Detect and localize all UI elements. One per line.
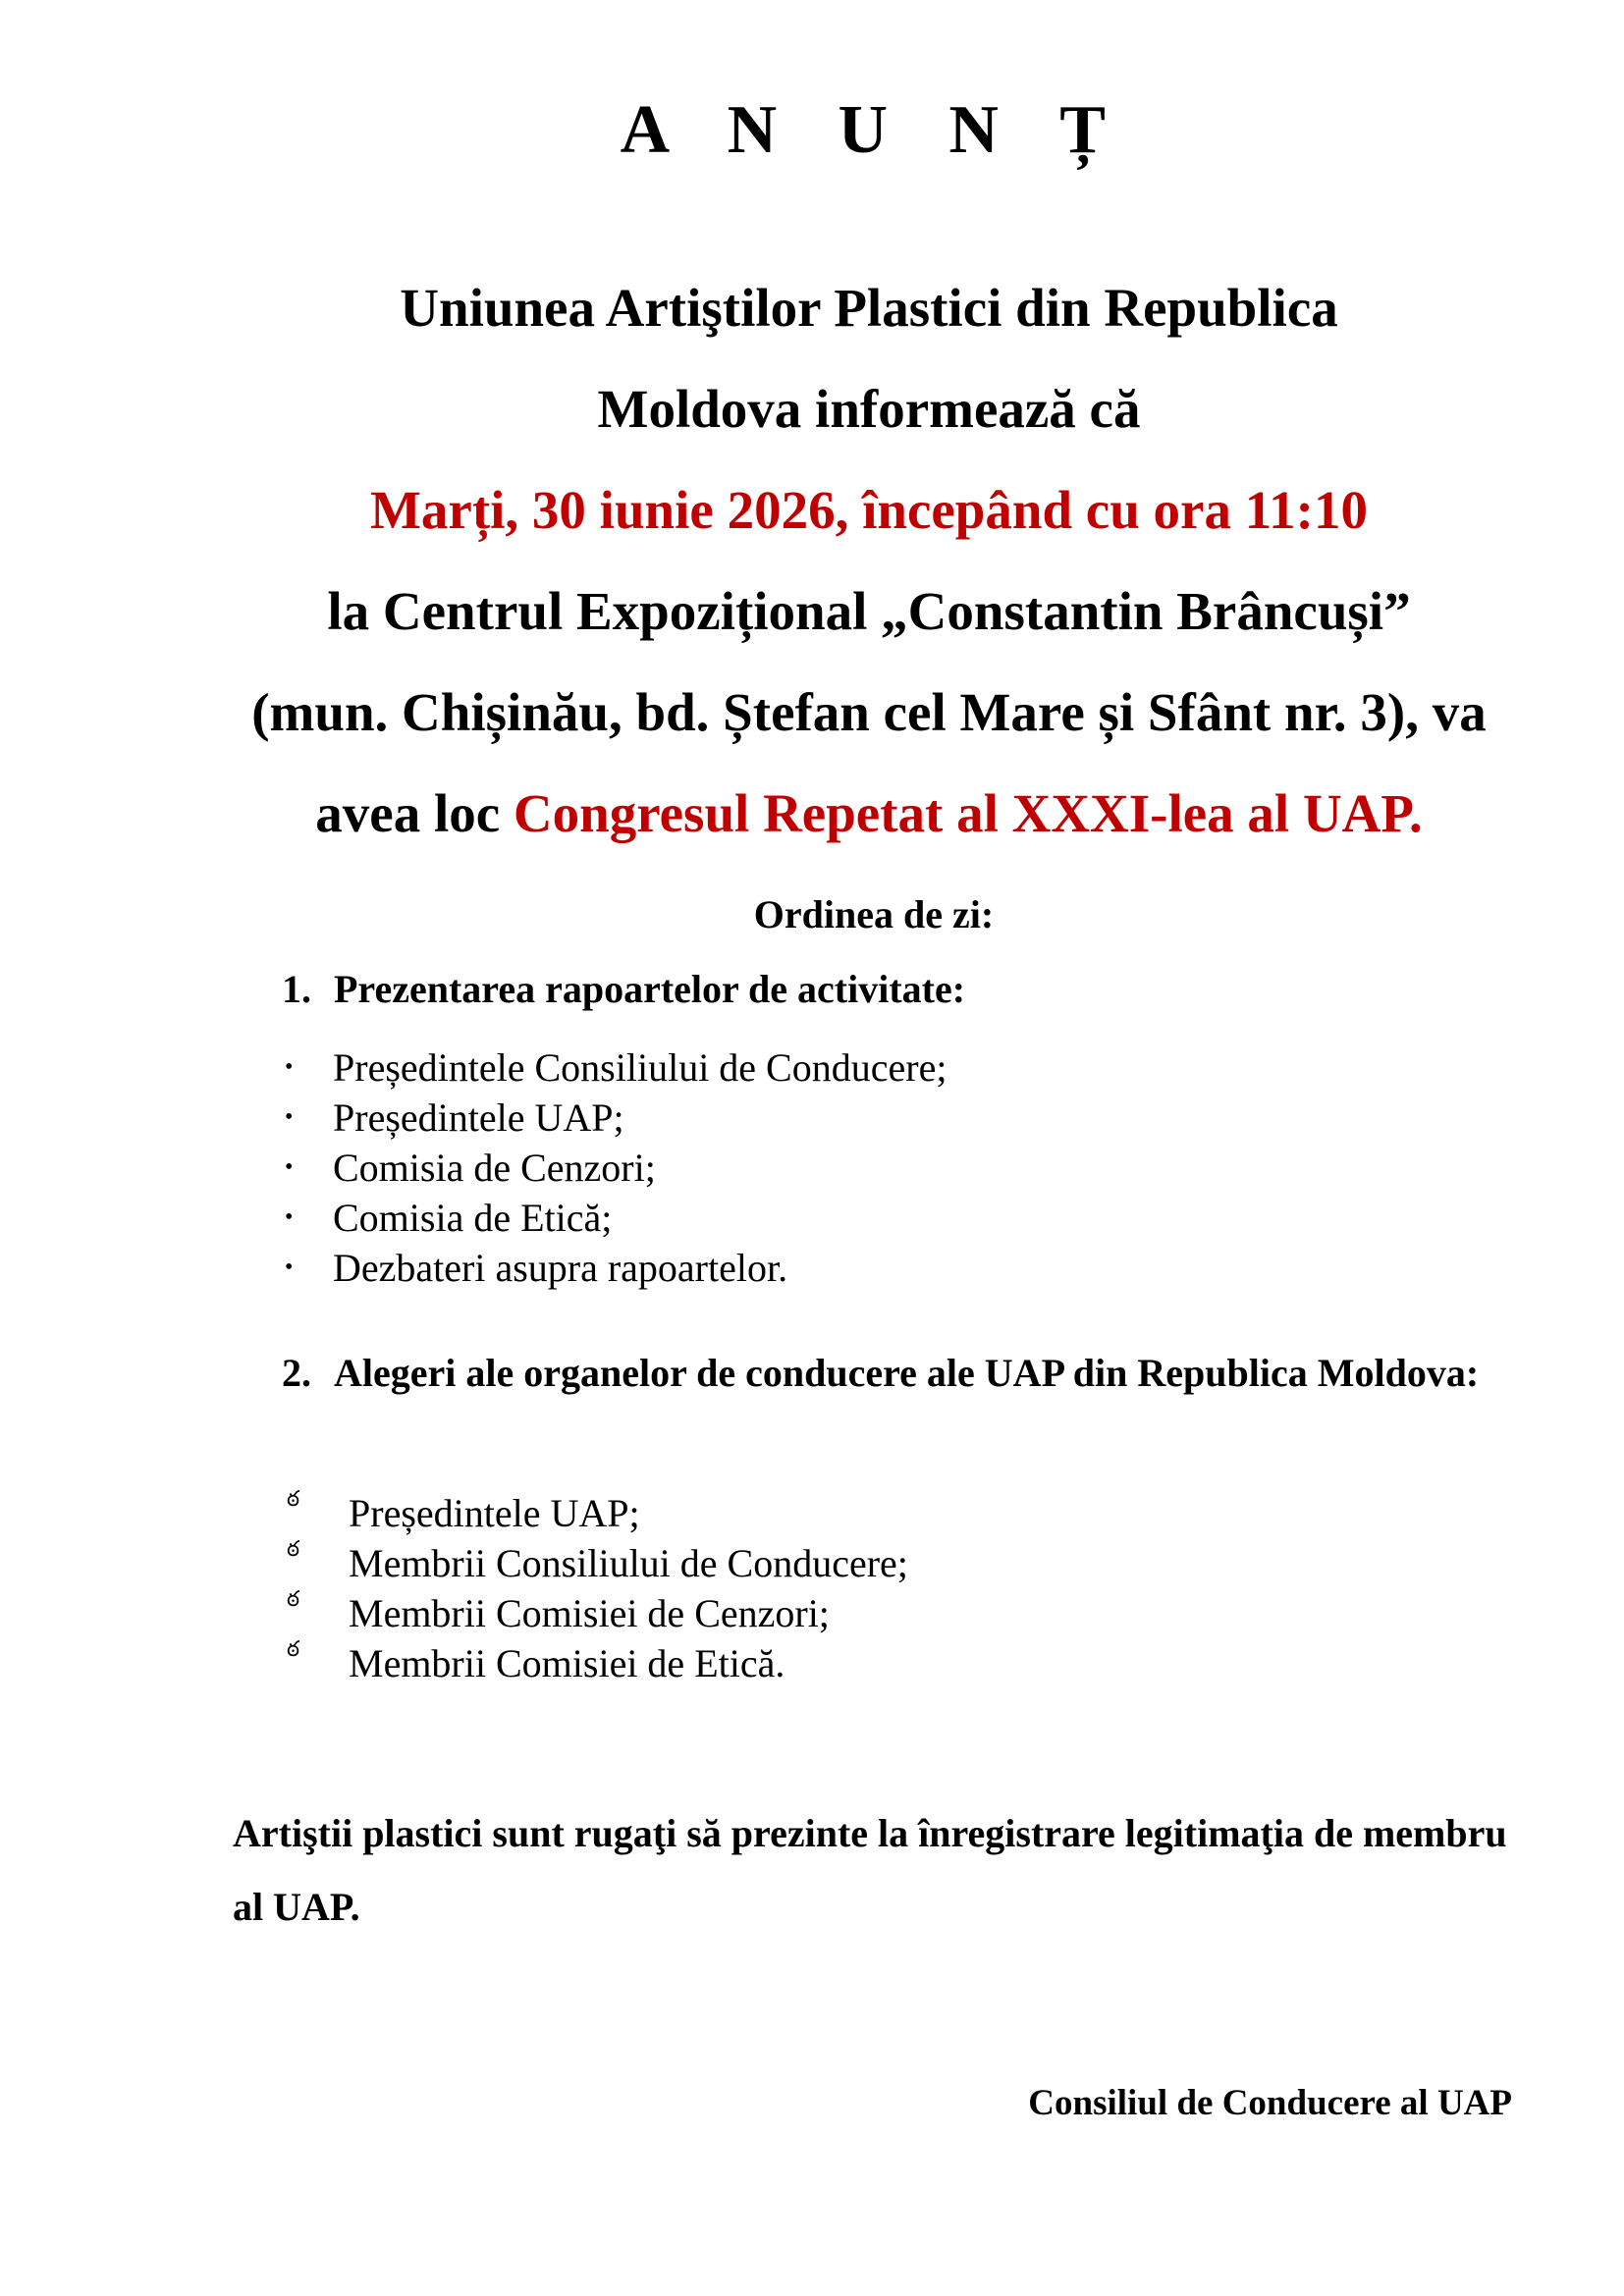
list-item (279, 1488, 908, 1538)
announcement-title: A N U N Ț (620, 92, 1128, 168)
list-item (279, 1538, 908, 1588)
list-item-text: Membrii Comisiei de Etică. (349, 1641, 785, 1685)
event-line (226, 763, 1512, 864)
agenda-heading: Ordinea de zi: (753, 892, 995, 936)
decorative-bullet-icon: ఠ (287, 1587, 300, 1612)
announcement-intro (226, 257, 1512, 864)
bullet-icon: • (285, 1054, 294, 1080)
bullet-icon: • (285, 1104, 294, 1130)
agenda-item-1 (282, 962, 1512, 1017)
event-venue: la Centrul Expozițional „Constantin Brâncuși” (327, 581, 1411, 641)
agenda-item-2 (282, 1343, 1512, 1404)
bullet-icon: • (285, 1255, 294, 1280)
agenda-item-number: 1. (282, 967, 311, 1011)
list-item-text: Membrii Comisiei de Cenzori; (349, 1591, 830, 1635)
event-date-time: Marți, 30 iunie 2026, începând cu ora 11:10 (370, 480, 1368, 540)
list-item (279, 1243, 947, 1293)
list-item-text: Președintele Consiliului de Conducere; (333, 1045, 947, 1090)
agenda-item-1-list (279, 1042, 947, 1293)
list-item-text: Președintele UAP; (349, 1491, 640, 1535)
list-item-text: Președintele UAP; (333, 1095, 624, 1140)
event-name: Congresul Repetat al XXXI-lea al UAP. (513, 783, 1423, 843)
list-item-text: Dezbateri asupra rapoartelor. (333, 1246, 788, 1290)
decorative-bullet-icon: ఠ (287, 1537, 300, 1562)
agenda-item-title: Alegeri ale organelor de conducere ale UAP din Republica Moldova: (334, 1351, 1480, 1395)
list-item-text: Comisia de Etică; (333, 1196, 613, 1240)
event-prefix: avea loc (315, 783, 514, 843)
list-item-text: Comisia de Cenzori; (333, 1146, 656, 1190)
bullet-icon: • (285, 1154, 294, 1180)
event-address: (mun. Chișinău, bd. Ștefan cel Mare și Sfânt nr. 3), va (251, 682, 1487, 742)
decorative-bullet-icon: ఠ (287, 1637, 300, 1662)
signature: Consiliul de Conducere al UAP (1028, 2083, 1512, 2123)
decorative-bullet-icon: ఠ (287, 1487, 300, 1512)
list-item (279, 1193, 947, 1243)
intro-line-2: Moldova informează că (597, 379, 1141, 439)
list-item (279, 1143, 947, 1193)
list-item-text: Membrii Consiliului de Conducere; (349, 1541, 908, 1585)
intro-line-1: Uniunea Artiştilor Plastici din Republica (400, 278, 1338, 338)
registration-note: Artiştii plastici sunt rugaţi să prezinte la înregistrare legitimaţia de membru al UAP. (233, 1811, 1507, 1929)
agenda-item-title: Prezentarea rapoartelor de activitate: (334, 967, 966, 1011)
list-item (279, 1638, 908, 1688)
list-item (279, 1042, 947, 1093)
list-item (279, 1093, 947, 1143)
list-item (279, 1588, 908, 1638)
agenda-item-2-list (279, 1488, 908, 1688)
bullet-icon: • (285, 1204, 294, 1230)
agenda-item-number: 2. (282, 1351, 311, 1395)
